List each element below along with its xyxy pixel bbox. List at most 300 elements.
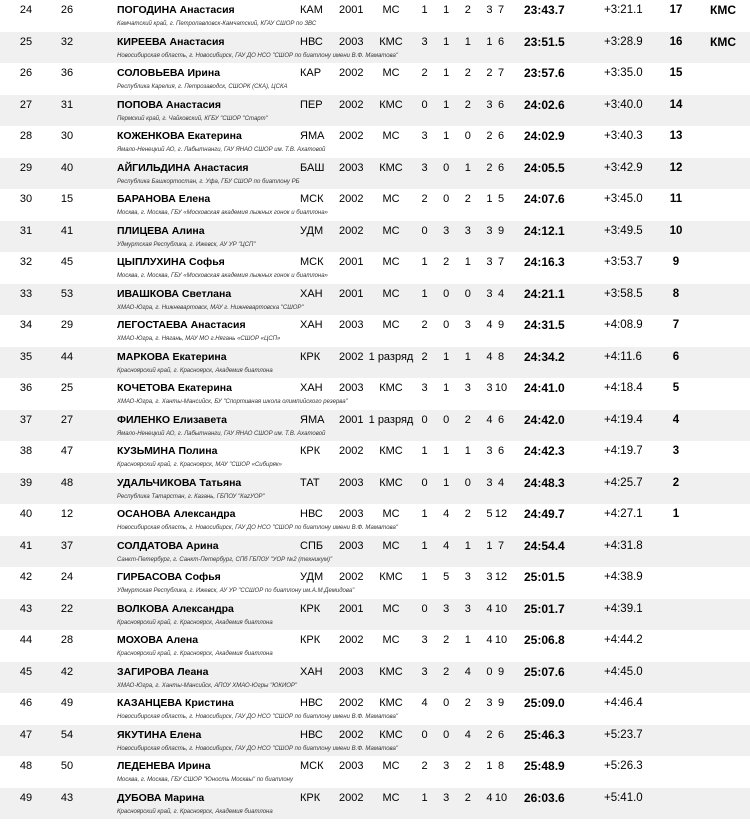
- stage-misses: 1: [421, 539, 428, 552]
- bib-cell: 36: [60, 67, 74, 79]
- stage-misses: 2: [464, 67, 471, 79]
- table-row: [0, 347, 750, 379]
- stage-misses: 2: [421, 350, 428, 363]
- table-row: [0, 158, 750, 190]
- time-behind: +4:19.7: [604, 445, 643, 457]
- time-behind: +4:45.0: [604, 665, 643, 678]
- points-cell: 5: [672, 382, 680, 394]
- sport-rank: КМС: [379, 476, 403, 489]
- table-row: [0, 504, 750, 536]
- time-behind: +3:53.7: [604, 256, 643, 268]
- stage-misses: 3: [443, 224, 450, 237]
- place-cell: 25: [19, 35, 33, 48]
- stage-misses: 3: [464, 224, 471, 237]
- bib-cell: 24: [60, 571, 74, 583]
- finish-time: 26:03.6: [524, 790, 565, 805]
- points-cell: 9: [672, 256, 680, 268]
- athlete-organization: Пермский край, г. Чайковский, КГБУ "СШОР "Старт": [117, 115, 268, 122]
- athlete-organization: Удмуртская Республика, г. Ижевск, АУ УР "ЦСП": [117, 241, 256, 248]
- points-cell: 13: [669, 130, 683, 142]
- time-behind: +3:49.5: [604, 224, 643, 237]
- athlete-name: ЛЕДЕНЕВА Ирина: [117, 760, 211, 772]
- stage-misses: 3: [421, 35, 428, 48]
- table-row: [0, 473, 750, 505]
- birth-year: 2001: [339, 287, 364, 300]
- athlete-organization: Новосибирская область, г. Новосибирск, ГАУ ДО НСО "СШОР по биатлону имени В.Ф. Маматова": [117, 52, 399, 59]
- athlete-organization: ХМАО-Югра, г. Нижневартовск, МАУ г. Нижневартовска "СШОР": [117, 304, 304, 311]
- stage-misses: 5: [443, 571, 450, 583]
- athlete-organization: Красноярский край, г. Красноярск, Академия биатлона: [117, 651, 273, 657]
- stage-misses: 1: [443, 67, 450, 79]
- total-misses: 12: [494, 508, 508, 520]
- athlete-name: СОЛДАТОВА Арина: [117, 539, 219, 552]
- sport-rank: МС: [382, 67, 400, 79]
- time-behind: +3:42.9: [604, 161, 643, 174]
- points-cell: 17: [669, 4, 683, 16]
- stage-misses: 1: [464, 634, 471, 646]
- total-misses: 4: [497, 287, 505, 300]
- birth-year: 2002: [339, 193, 364, 205]
- birth-year: 2001: [339, 4, 364, 16]
- total-misses: 12: [494, 571, 508, 583]
- finish-time: 25:09.0: [524, 696, 565, 710]
- stage-misses: 1: [421, 256, 428, 268]
- total-misses: 6: [497, 98, 505, 111]
- shooting-misses: [418, 634, 496, 647]
- shooting-misses: [418, 256, 496, 269]
- time-behind: +3:45.0: [604, 193, 643, 205]
- table-row: [0, 693, 750, 725]
- finish-time: 23:57.6: [524, 66, 565, 80]
- athlete-name: ГИРБАСОВА Софья: [117, 571, 221, 583]
- athlete-organization: ХМАО-Югра, г. Нягань, МАУ МО г.Нягань «СШОР «ЦСП»: [117, 336, 281, 342]
- sport-rank: МС: [382, 508, 400, 520]
- region-code: НВС: [300, 728, 323, 741]
- points-cell: 12: [669, 161, 683, 174]
- athlete-name: ЗАГИРОВА Леана: [117, 665, 209, 678]
- finish-time: 24:12.1: [524, 223, 565, 238]
- place-cell: 48: [19, 760, 33, 772]
- stage-misses: 4: [486, 602, 493, 615]
- total-misses: 10: [494, 602, 508, 615]
- shooting-misses: [418, 729, 496, 742]
- athlete-organization: ХМАО-Югра, г. Ханты-Мансийск, АПОУ ХМАО-Югры "ЮКИОР": [117, 682, 298, 689]
- finish-time: 23:43.7: [524, 3, 565, 17]
- stage-misses: 0: [443, 193, 450, 205]
- athlete-name: МАРКОВА Екатерина: [117, 350, 227, 363]
- points-cell: 2: [672, 476, 680, 489]
- stage-misses: 0: [443, 697, 450, 709]
- region-code: ПЕР: [300, 98, 323, 111]
- stage-misses: 1: [486, 539, 493, 552]
- time-behind: +4:38.9: [604, 571, 643, 583]
- sport-rank: КМС: [379, 728, 403, 741]
- stage-misses: 1: [443, 476, 450, 489]
- place-cell: 36: [19, 382, 33, 394]
- shooting-misses: [418, 288, 496, 301]
- points-cell: 10: [669, 224, 683, 237]
- sport-rank: КМС: [379, 571, 403, 583]
- points-cell: 1: [672, 508, 680, 520]
- athlete-name: ПОПОВА Анастасия: [117, 98, 221, 111]
- total-misses: 6: [497, 445, 505, 457]
- total-misses: 8: [497, 350, 505, 363]
- finish-time: 24:31.5: [524, 318, 565, 332]
- athlete-name: АЙГИЛЬДИНА Анастасия: [117, 161, 249, 174]
- stage-misses: 2: [443, 665, 450, 678]
- athlete-organization: Красноярский край, г. Красноярск, МАУ "СШОР «Сибиряк»: [117, 462, 282, 468]
- bib-cell: 40: [60, 161, 74, 174]
- sport-rank: МС: [382, 287, 400, 300]
- finish-time: 24:21.1: [524, 286, 565, 301]
- stage-misses: 4: [464, 665, 471, 678]
- region-code: КРК: [300, 791, 321, 804]
- birth-year: 2001: [339, 413, 364, 426]
- stage-misses: 1: [443, 4, 450, 16]
- total-misses: 8: [497, 760, 505, 772]
- bib-cell: 47: [60, 445, 74, 457]
- finish-time: 24:49.7: [524, 507, 565, 521]
- stage-misses: 4: [421, 697, 428, 709]
- time-behind: +3:28.9: [604, 35, 643, 48]
- region-code: ЯМА: [300, 413, 325, 426]
- time-behind: +4:44.2: [604, 634, 643, 646]
- place-cell: 33: [19, 287, 33, 300]
- athlete-organization: Камчатский край, г. Петропавловск-Камчатский, КГАУ СШОР по ЗВС: [117, 21, 317, 27]
- sport-rank: 1 разряд: [368, 413, 414, 426]
- birth-year: 2003: [339, 539, 364, 552]
- points-cell: 7: [672, 319, 680, 331]
- place-cell: 34: [19, 319, 33, 331]
- athlete-organization: Москва, г. Москва, ГБУ «Московская академия лыжных гонок и биатлона»: [117, 210, 328, 216]
- stage-misses: 0: [421, 476, 428, 489]
- stage-misses: 4: [486, 350, 493, 363]
- total-misses: 6: [497, 728, 505, 741]
- birth-year: 2002: [339, 791, 364, 804]
- athlete-name: ПОГОДИНА Анастасия: [117, 4, 235, 16]
- athlete-name: ЦЫПЛУХИНА Софья: [117, 256, 225, 268]
- region-code: МСК: [300, 760, 324, 772]
- finish-time: 24:07.6: [524, 192, 565, 206]
- stage-misses: 1: [464, 539, 471, 552]
- stage-misses: 3: [421, 161, 428, 174]
- finish-time: 23:51.5: [524, 34, 565, 49]
- finish-time: 25:48.9: [524, 759, 565, 773]
- athlete-name: МОХОВА Алена: [117, 634, 199, 646]
- qualification-cell: КМС: [710, 34, 736, 49]
- total-misses: 9: [497, 665, 505, 678]
- stage-misses: 4: [486, 791, 493, 804]
- total-misses: 6: [497, 130, 505, 142]
- birth-year: 2003: [339, 382, 364, 394]
- birth-year: 2002: [339, 224, 364, 237]
- time-behind: +4:31.8: [604, 539, 643, 552]
- table-row: [0, 536, 750, 568]
- stage-misses: 4: [443, 539, 450, 552]
- shooting-misses: [418, 4, 496, 17]
- athlete-name: КУЗЬМИНА Полина: [117, 445, 218, 457]
- stage-misses: 0: [464, 476, 471, 489]
- total-misses: 10: [494, 382, 508, 394]
- stage-misses: 0: [443, 161, 450, 174]
- region-code: БАШ: [300, 161, 325, 174]
- table-row: [0, 756, 750, 788]
- birth-year: 2003: [339, 161, 364, 174]
- total-misses: 7: [497, 67, 505, 79]
- points-cell: 14: [669, 98, 683, 111]
- bib-cell: 25: [60, 382, 74, 394]
- bib-cell: 26: [60, 4, 74, 16]
- stage-misses: 3: [443, 602, 450, 615]
- birth-year: 2002: [339, 67, 364, 79]
- shooting-misses: [418, 319, 496, 332]
- stage-misses: 0: [421, 602, 428, 615]
- region-code: ХАН: [300, 319, 323, 331]
- total-misses: 7: [497, 539, 505, 552]
- athlete-name: КОЖЕНКОВА Екатерина: [117, 130, 242, 142]
- stage-misses: 1: [443, 350, 450, 363]
- sport-rank: КМС: [379, 445, 403, 457]
- time-behind: +4:25.7: [604, 476, 643, 489]
- birth-year: 2001: [339, 602, 364, 615]
- stage-misses: 2: [486, 67, 493, 79]
- shooting-misses: [418, 477, 496, 490]
- stage-misses: 4: [443, 508, 450, 520]
- table-row: [0, 662, 750, 694]
- stage-misses: 3: [421, 634, 428, 646]
- place-cell: 35: [19, 350, 33, 363]
- athlete-name: ВОЛКОВА Александра: [117, 602, 234, 615]
- total-misses: 10: [494, 791, 508, 804]
- total-misses: 4: [497, 476, 505, 489]
- stage-misses: 3: [464, 571, 471, 583]
- points-cell: 4: [672, 413, 680, 426]
- sport-rank: КМС: [379, 665, 403, 678]
- time-behind: +5:26.3: [604, 760, 643, 772]
- bib-cell: 48: [60, 476, 74, 489]
- athlete-name: КОЧЕТОВА Екатерина: [117, 382, 232, 394]
- stage-misses: 3: [464, 602, 471, 615]
- shooting-misses: [418, 36, 496, 49]
- time-behind: +4:27.1: [604, 508, 643, 520]
- sport-rank: МС: [382, 130, 400, 142]
- shooting-misses: [418, 540, 496, 553]
- stage-misses: 3: [486, 445, 493, 457]
- finish-time: 25:46.3: [524, 727, 565, 742]
- stage-misses: 1: [464, 350, 471, 363]
- bib-cell: 30: [60, 130, 74, 142]
- time-behind: +4:46.4: [604, 697, 643, 709]
- region-code: НВС: [300, 35, 323, 48]
- athlete-organization: Красноярский край, г. Красноярск, Академия биатлона: [117, 367, 273, 374]
- stage-misses: 3: [486, 98, 493, 111]
- stage-misses: 0: [421, 728, 428, 741]
- bib-cell: 28: [60, 634, 74, 646]
- bib-cell: 54: [60, 728, 74, 741]
- place-cell: 42: [19, 571, 33, 583]
- stage-misses: 3: [464, 382, 471, 394]
- shooting-misses: [418, 792, 496, 805]
- athlete-organization: ХМАО-Югра, г. Ханты-Мансийск, БУ "Спортивная школа олимпийского резерва": [117, 399, 348, 405]
- stage-misses: 2: [464, 508, 471, 520]
- shooting-misses: [418, 603, 496, 616]
- sport-rank: МС: [382, 791, 400, 804]
- points-cell: 3: [672, 445, 680, 457]
- place-cell: 49: [19, 791, 33, 804]
- athlete-name: ОСАНОВА Александра: [117, 508, 236, 520]
- stage-misses: 1: [443, 445, 450, 457]
- total-misses: 6: [497, 161, 505, 174]
- place-cell: 24: [19, 4, 33, 16]
- total-misses: 6: [497, 413, 505, 426]
- region-code: КРК: [300, 445, 321, 457]
- total-misses: 5: [497, 193, 505, 205]
- table-row: [0, 252, 750, 284]
- bib-cell: 29: [60, 319, 74, 331]
- shooting-misses: [418, 351, 496, 364]
- athlete-name: ПЛИЦЕВА Алина: [117, 224, 205, 237]
- athlete-organization: Москва, г. Москва, ГБУ СШОР "Юность Москвы" по биатлону: [117, 777, 293, 783]
- sport-rank: КМС: [379, 98, 403, 111]
- place-cell: 44: [19, 634, 33, 646]
- stage-misses: 1: [421, 508, 428, 520]
- athlete-name: ЛЕГОСТАЕВА Анастасия: [117, 319, 246, 331]
- stage-misses: 5: [486, 508, 493, 520]
- athlete-name: ДУБОВА Марина: [117, 791, 205, 804]
- shooting-misses: [418, 130, 496, 143]
- time-behind: +3:21.1: [604, 4, 643, 16]
- table-row: [0, 441, 750, 473]
- athlete-name: БАРАНОВА Елена: [117, 193, 211, 205]
- place-cell: 39: [19, 476, 33, 489]
- place-cell: 41: [19, 539, 33, 552]
- finish-time: 25:01.7: [524, 601, 565, 616]
- table-row: [0, 725, 750, 757]
- athlete-organization: Ямало-Ненецкий АО, г. Лабытнанги, ГАУ ЯНАО СШОР им. Т.В. Ахатовой: [117, 147, 326, 153]
- sport-rank: КМС: [379, 697, 403, 709]
- shooting-misses: [418, 508, 496, 521]
- region-code: КРК: [300, 350, 321, 363]
- table-row: [0, 95, 750, 127]
- bib-cell: 43: [60, 791, 74, 804]
- total-misses: 7: [497, 256, 505, 268]
- stage-misses: 2: [443, 256, 450, 268]
- sport-rank: МС: [382, 760, 400, 772]
- stage-misses: 1: [486, 193, 493, 205]
- birth-year: 2002: [339, 571, 364, 583]
- finish-time: 24:34.2: [524, 349, 565, 364]
- finish-time: 24:54.4: [524, 538, 565, 553]
- points-cell: 8: [672, 287, 680, 300]
- shooting-misses: [418, 760, 496, 773]
- sport-rank: МС: [382, 4, 400, 16]
- birth-year: 2001: [339, 256, 364, 268]
- stage-misses: 3: [464, 319, 471, 331]
- place-cell: 45: [19, 665, 33, 678]
- stage-misses: 1: [421, 445, 428, 457]
- stage-misses: 2: [421, 319, 428, 331]
- athlete-organization: Республика Татарстан, г. Казань, ГБПОУ "КаzУОР": [117, 493, 265, 500]
- bib-cell: 49: [60, 697, 74, 709]
- total-misses: 9: [497, 319, 505, 331]
- stage-misses: 3: [443, 791, 450, 804]
- athlete-organization: Новосибирская область, г. Новосибирск, ГАУ ДО НСО "СШОР по биатлону имени В.Ф. Маматова": [117, 525, 399, 531]
- table-row: [0, 126, 750, 158]
- stage-misses: 2: [464, 791, 471, 804]
- bib-cell: 53: [60, 287, 74, 300]
- stage-misses: 0: [421, 224, 428, 237]
- shooting-misses: [418, 67, 496, 80]
- stage-misses: 2: [464, 760, 471, 772]
- time-behind: +5:23.7: [604, 728, 643, 741]
- place-cell: 27: [19, 98, 33, 111]
- athlete-organization: Удмуртская Республика, г. Ижевск, АУ УР "ССШОР по биатлону им.А.М.Демидова": [117, 588, 355, 594]
- stage-misses: 0: [443, 287, 450, 300]
- finish-time: 24:02.6: [524, 97, 565, 112]
- stage-misses: 2: [486, 130, 493, 142]
- place-cell: 47: [19, 728, 33, 741]
- stage-misses: 1: [464, 35, 471, 48]
- stage-misses: 0: [443, 413, 450, 426]
- birth-year: 2002: [339, 130, 364, 142]
- athlete-name: КИРЕЕВА Анастасия: [117, 35, 225, 48]
- region-code: ТАТ: [300, 476, 320, 489]
- sport-rank: МС: [382, 634, 400, 646]
- sport-rank: МС: [382, 193, 400, 205]
- qualification-cell: КМС: [710, 3, 736, 17]
- time-behind: +5:41.0: [604, 791, 643, 804]
- sport-rank: МС: [382, 256, 400, 268]
- time-behind: +4:11.6: [604, 350, 642, 363]
- bib-cell: 15: [60, 193, 74, 205]
- birth-year: 2003: [339, 508, 364, 520]
- stage-misses: 1: [464, 445, 471, 457]
- stage-misses: 1: [421, 791, 428, 804]
- time-behind: +4:18.4: [604, 382, 643, 394]
- stage-misses: 2: [421, 760, 428, 772]
- stage-misses: 2: [464, 697, 471, 709]
- region-code: КАР: [300, 67, 322, 79]
- place-cell: 46: [19, 697, 33, 709]
- bib-cell: 31: [60, 98, 74, 111]
- stage-misses: 2: [464, 413, 471, 426]
- finish-time: 24:41.0: [524, 381, 565, 395]
- finish-time: 24:02.9: [524, 129, 565, 143]
- athlete-name: ЯКУТИНА Елена: [117, 728, 202, 741]
- total-misses: 9: [497, 697, 505, 709]
- finish-time: 25:01.5: [524, 570, 565, 584]
- stage-misses: 3: [486, 4, 493, 16]
- stage-misses: 1: [464, 256, 471, 268]
- shooting-misses: [418, 571, 496, 584]
- table-row: [0, 567, 750, 599]
- finish-time: 25:06.8: [524, 633, 565, 647]
- region-code: ХАН: [300, 665, 323, 678]
- sport-rank: КМС: [379, 382, 403, 394]
- stage-misses: 0: [464, 130, 471, 142]
- region-code: ХАН: [300, 287, 323, 300]
- birth-year: 2003: [339, 665, 364, 678]
- stage-misses: 1: [464, 161, 471, 174]
- points-cell: 11: [669, 193, 683, 205]
- stage-misses: 2: [464, 98, 471, 111]
- stage-misses: 1: [421, 4, 428, 16]
- time-behind: +3:40.0: [604, 98, 643, 111]
- birth-year: 2003: [339, 476, 364, 489]
- shooting-misses: [418, 99, 496, 112]
- finish-time: 24:16.3: [524, 255, 565, 269]
- birth-year: 2002: [339, 350, 364, 363]
